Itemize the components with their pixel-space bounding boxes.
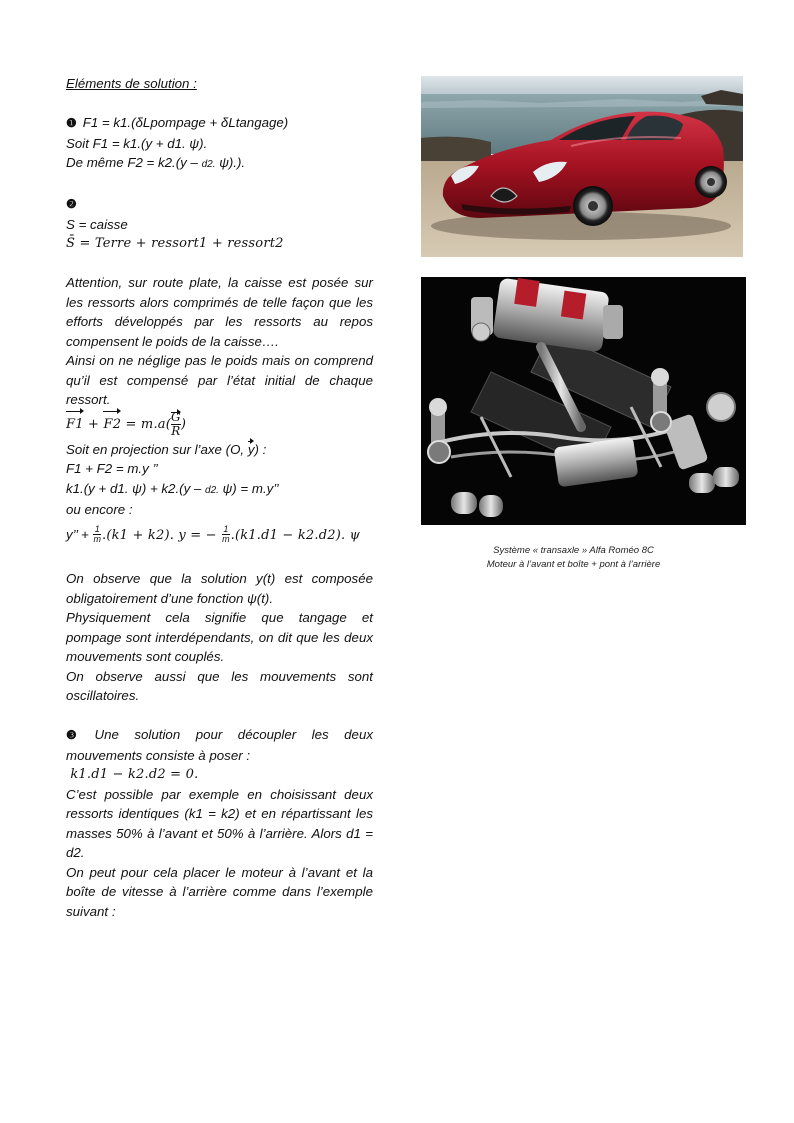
marker-3: ❸ <box>66 728 77 742</box>
solution-text-column <box>66 74 373 921</box>
part2-para1: Attention, sur route plate, la caisse est posée sur les ressorts alors comprimés de telle façon que les efforts développés par les ressorts au repos compensent le poids de la caisse…. <box>66 275 373 349</box>
transaxle-drivetrain-illustration <box>421 277 746 525</box>
decoupling-eq-text: k1.d1 − k2.d2 = 0. <box>70 767 199 782</box>
part2-para2: Ainsi on ne néglige pas le poids mais on comprend qu’il est compensé par l’état initial de chaque ressort. <box>66 353 373 407</box>
projection-line <box>66 440 373 460</box>
eq-plus: + <box>83 416 104 432</box>
force-f1-text: F1 = k1.(δLpompage + δLtangage) <box>82 115 289 130</box>
fraction-1-m-b <box>222 525 230 544</box>
car-photo <box>421 76 743 257</box>
fraction-g-r <box>171 411 181 438</box>
line3-small: d2. <box>201 159 216 170</box>
part3-para2: C’est possible par exemple en choisissant deux ressorts identiques (k1 = k2) et en répartissant les masses 50% à l’avant et 50% à l’arrière. Alors d1 = d2. <box>66 786 373 860</box>
line3-b: ψ).). <box>215 155 246 170</box>
caption-line-2: Moteur à l’avant et boîte + pont à l’arrière <box>486 559 661 570</box>
part1-line1 <box>66 113 373 134</box>
section-title: Eléments de solution : <box>66 76 197 91</box>
marker-1: ❶ <box>66 116 77 130</box>
frac1-num: 1 <box>94 524 100 535</box>
part2-marker-line <box>66 194 373 215</box>
line-k-small: d2. <box>205 484 219 496</box>
fraction-1-m-a <box>93 525 101 544</box>
part2-para4: Physiquement cela signifie que tangage et pompage sont interdépendants, on dit que les deux mouvements sont couplés. <box>66 610 373 664</box>
line-forces: F1 + F2 = m.y ’’ <box>66 461 158 476</box>
frac1-den: m <box>93 534 101 545</box>
transaxle-chassis-photo <box>421 277 746 525</box>
proj-end: ) : <box>254 441 267 457</box>
line-k-a: k1.(y + d1. ψ) + k2.(y – <box>66 480 206 496</box>
part1-line3 <box>66 153 373 175</box>
image-caption <box>421 544 726 572</box>
equation-s: S̄ = Terre + ressort1 + ressort2 <box>66 236 284 251</box>
frac-num-g: G <box>171 409 181 424</box>
eq-final-b: .(k1 + k2). y = − <box>101 527 222 543</box>
red-sports-car-illustration <box>421 76 743 257</box>
equation-final <box>66 520 373 550</box>
eq-final-a: y’’ + <box>66 526 93 542</box>
caption-line-1: Système « transaxle » Alfa Roméo 8C <box>493 545 654 556</box>
vector-f2: F2 <box>103 410 121 440</box>
part2-para5: On observe aussi que les mouvements sont oscillatoires. <box>66 668 373 703</box>
frac2-den: m <box>222 534 230 545</box>
line3-a: De même F2 = k2.(y – <box>66 155 202 170</box>
part2-para3: On observe que la solution y(t) est composée obligatoirement d’une fonction ψ(t). <box>66 571 373 606</box>
equation-vector <box>66 410 373 440</box>
eq-close: ) <box>180 416 187 432</box>
decoupling-equation <box>66 765 373 785</box>
part2-line1: S = caisse <box>66 216 128 232</box>
frac2-num: 1 <box>223 524 229 535</box>
vector-y: y <box>248 440 255 460</box>
eq-final-c: .(k1.d1 − k2.d2). ψ <box>230 527 361 543</box>
marker-2: ❷ <box>66 197 77 211</box>
proj-text: Soit en projection sur l’axe (O, <box>66 441 248 457</box>
part3-para1-text: Une solution pour découpler les deux mouvements consiste à poser : <box>66 727 373 763</box>
part3-para3: On peut pour cela placer le moteur à l’avant et la boîte de vitesse à l’arrière comme dans l’exemple suivant : <box>66 864 373 919</box>
eq-equals: = m.a( <box>121 416 172 432</box>
part3-para1 <box>66 725 373 765</box>
part1-line2: Soit F1 = k1.(y + d1. ψ). <box>66 135 208 151</box>
line-k <box>66 479 373 501</box>
vector-f1: F1 <box>66 410 84 440</box>
ou-encore: ou encore : <box>66 502 133 517</box>
line-k-b: ψ) = m.y’’ <box>218 480 279 496</box>
frac-den-r: R <box>171 423 181 438</box>
